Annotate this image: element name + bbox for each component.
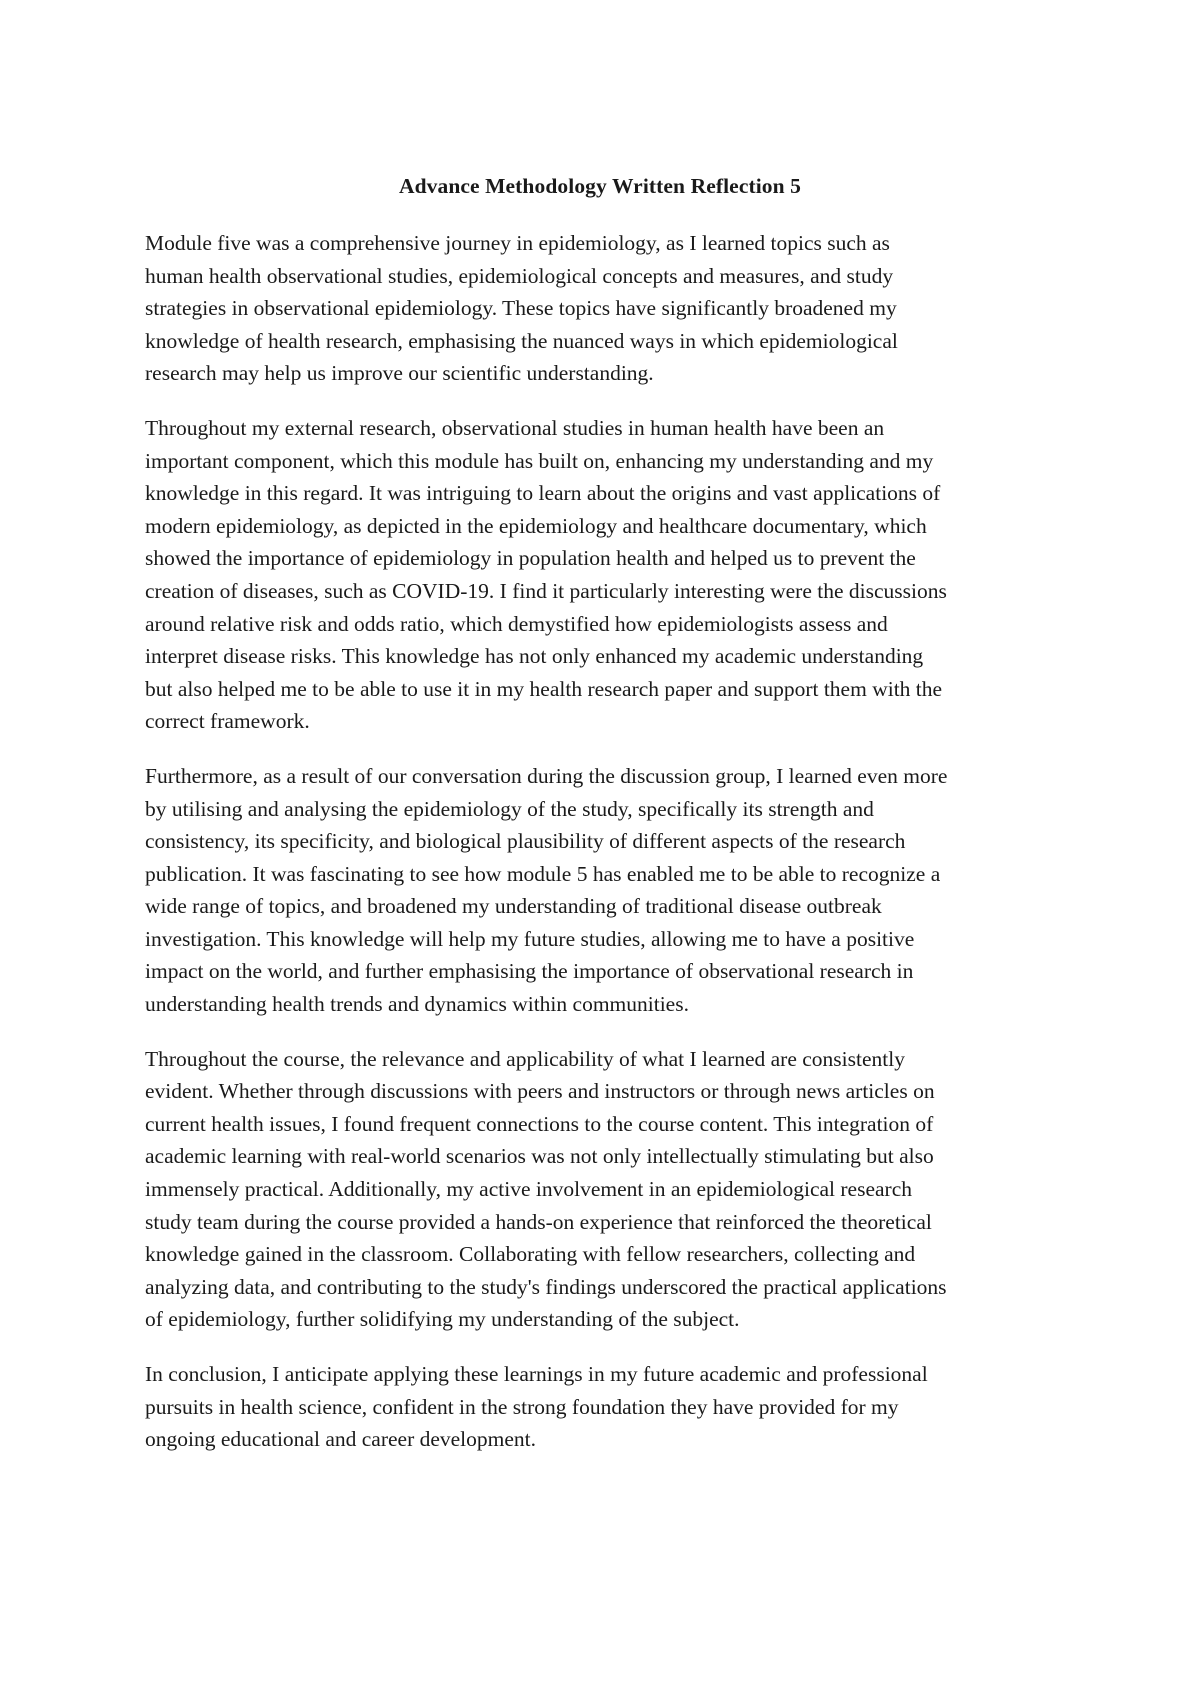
paragraph-2: [145, 412, 1075, 738]
text-line: creation of diseases, such as COVID-19. I find it particularly interesting were the discussions: [145, 578, 947, 603]
document-title: Advance Methodology Written Reflection 5: [398, 174, 802, 198]
text-line: Furthermore, as a result of our conversation during the discussion group, I learned even more: [145, 763, 948, 788]
text-line: academic learning with real-world scenarios was not only intellectually stimulating but also: [145, 1144, 934, 1169]
text-line: investigation. This knowledge will help my future studies, allowing me to have a positive: [145, 926, 915, 951]
text-line: Throughout my external research, observational studies in human health have been an: [145, 415, 885, 440]
text-line: evident. Whether through discussions with peers and instructors or through news articles on: [145, 1079, 935, 1104]
text-line: current health issues, I found frequent connections to the course content. This integration of: [145, 1111, 934, 1136]
text-line: knowledge in this regard. It was intriguing to learn about the origins and vast applications of: [145, 481, 941, 506]
paragraph-1: [145, 227, 1075, 390]
text-line: Throughout the course, the relevance and applicability of what I learned are consistently: [145, 1046, 905, 1071]
text-line: impact on the world, and further emphasising the importance of observational research in: [145, 959, 914, 984]
text-line: In conclusion, I anticipate applying these learnings in my future academic and professional: [145, 1362, 928, 1386]
text-line: publication. It was fascinating to see how module 5 has enabled me to be able to recognize a: [145, 861, 941, 886]
text-line: pursuits in health science, confident in the strong foundation they have provided for my: [145, 1394, 899, 1419]
text-line: research may help us improve our scientific understanding.: [145, 361, 654, 386]
text-line: wide range of topics, and broadened my understanding of traditional disease outbreak: [145, 894, 882, 919]
text-line: of epidemiology, further solidifying my understanding of the subject.: [145, 1307, 740, 1332]
text-line: ongoing educational and career development.: [145, 1427, 537, 1452]
text-line: showed the importance of epidemiology in population health and helped us to prevent the: [145, 546, 916, 571]
document-body: [145, 227, 1075, 1478]
paragraph-5: [145, 1358, 1075, 1456]
paragraph-3: [145, 760, 1075, 1021]
text-line: correct framework.: [145, 709, 310, 734]
text-line: analyzing data, and contributing to the study's findings underscored the practical applications: [145, 1274, 947, 1299]
text-line: human health observational studies, epidemiological concepts and measures, and study: [145, 263, 894, 288]
text-line: Module five was a comprehensive journey in epidemiology, as I learned topics such as: [145, 231, 890, 255]
text-line: knowledge of health research, emphasising the nuanced ways in which epidemiological: [145, 328, 898, 353]
text-line: study team during the course provided a hands-on experience that reinforced the theoretical: [145, 1209, 932, 1234]
text-line: modern epidemiology, as depicted in the epidemiology and healthcare documentary, which: [145, 513, 927, 538]
text-line: understanding health trends and dynamics within communities.: [145, 992, 689, 1017]
text-line: strategies in observational epidemiology. These topics have significantly broadened my: [145, 296, 897, 321]
text-line: knowledge gained in the classroom. Collaborating with fellow researchers, collecting and: [145, 1242, 916, 1267]
text-line: interpret disease risks. This knowledge has not only enhanced my academic understanding: [145, 644, 924, 669]
text-line: by utilising and analysing the epidemiology of the study, specifically its strength and: [145, 796, 874, 821]
text-line: consistency, its specificity, and biological plausibility of different aspects of the research: [145, 829, 906, 854]
text-line: immensely practical. Additionally, my active involvement in an epidemiological research: [145, 1177, 912, 1202]
text-line: around relative risk and odds ratio, which demystified how epidemiologists assess and: [145, 611, 888, 636]
text-line: important component, which this module has built on, enhancing my understanding and my: [145, 448, 934, 473]
paragraph-4: [145, 1043, 1075, 1336]
text-line: but also helped me to be able to use it in my health research paper and support them with the: [145, 676, 943, 701]
